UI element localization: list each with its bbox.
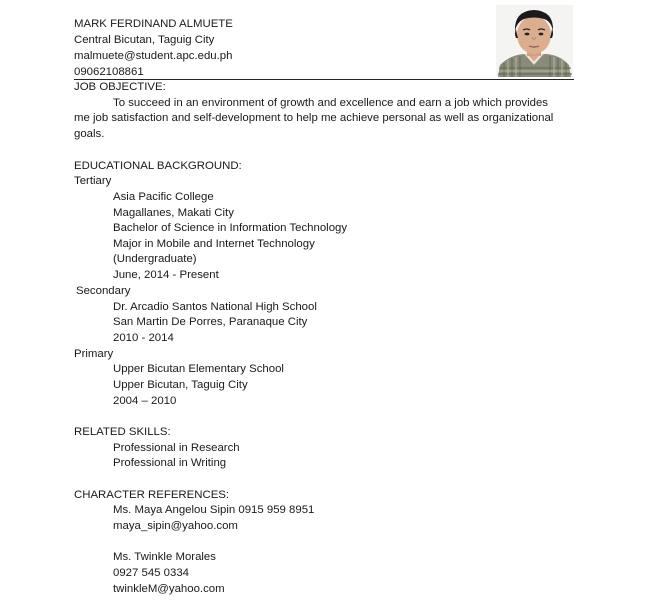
- tertiary-dates: June, 2014 - Present: [113, 269, 219, 281]
- tertiary-location: Magallanes, Makati City: [113, 207, 234, 219]
- applicant-email: malmuete@student.apc.edu.ph: [74, 50, 233, 62]
- reference-2-phone: 0927 545 0334: [113, 567, 190, 579]
- education-heading: EDUCATIONAL BACKGROUND:: [74, 160, 242, 172]
- reference-1-email: maya_sipin@yahoo.com: [113, 520, 238, 532]
- applicant-address: Central Bicutan, Taguig City: [74, 34, 215, 46]
- tertiary-major: Major in Mobile and Internet Technology: [113, 238, 315, 250]
- skill-item: Professional in Writing: [113, 457, 227, 469]
- secondary-school: Dr. Arcadio Santos National High School: [113, 301, 317, 313]
- job-objective-text-1: To succeed in an environment of growth and excellence and earn a job which provides: [113, 97, 549, 109]
- primary-school: Upper Bicutan Elementary School: [113, 363, 284, 375]
- references-heading: CHARACTER REFERENCES:: [74, 489, 230, 501]
- job-objective-heading: JOB OBJECTIVE:: [74, 81, 166, 93]
- tertiary-school: Asia Pacific College: [113, 191, 214, 203]
- profile-photo: [496, 5, 573, 77]
- secondary-label: Secondary: [76, 285, 131, 297]
- reference-2-name: Ms. Twinkle Morales: [113, 551, 216, 563]
- tertiary-label: Tertiary: [74, 175, 112, 187]
- skill-item: Professional in Research: [113, 442, 240, 454]
- primary-location: Upper Bicutan, Taguig City: [113, 379, 248, 391]
- reference-2-email: twinkleM@yahoo.com: [113, 583, 225, 595]
- primary-dates: 2004 – 2010: [113, 395, 177, 407]
- job-objective-text-3: goals.: [74, 128, 105, 140]
- tertiary-degree: Bachelor of Science in Information Technology: [113, 222, 348, 234]
- applicant-phone: 09062108861: [74, 66, 144, 78]
- job-objective-text-2: me job satisfaction and self-development to help me achieve personal as well as organizational: [74, 112, 554, 124]
- primary-label: Primary: [74, 348, 114, 360]
- secondary-location: San Martin De Porres, Paranaque City: [113, 316, 308, 328]
- applicant-name: MARK FERDINAND ALMUETE: [74, 18, 233, 30]
- secondary-dates: 2010 - 2014: [113, 332, 174, 344]
- tertiary-status: (Undergraduate): [113, 253, 197, 265]
- reference-1-name-phone: Ms. Maya Angelou Sipin 0915 959 8951: [113, 504, 315, 516]
- skills-heading: RELATED SKILLS:: [74, 426, 171, 438]
